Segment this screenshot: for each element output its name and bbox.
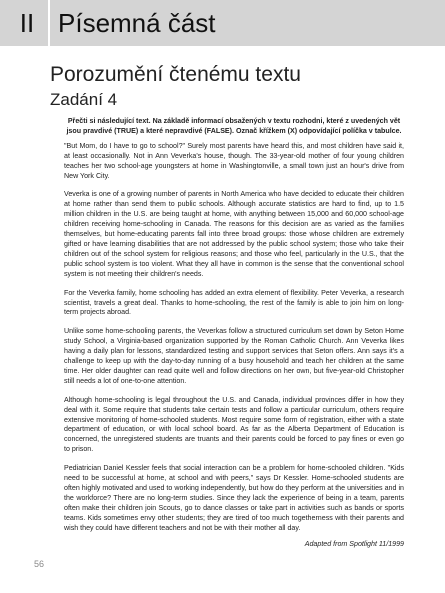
article-paragraph: "But Mom, do I have to go to school?" Surely most parents have heard this, and most children have said it, at least occasionally. Not in Ann Veverka's house, though. The 33-year-old mother of four young children teaches her two school-age youngsters at home in Washingtonville, a small town just an hour's drive from New York City. [64,141,404,180]
article-paragraph: Although home-schooling is legal throughout the U.S. and Canada, individual provinces differ in how they deal with it. Some require that students take certain tests and follow a particular curriculum, others require extensive monitoring of home-schooled students. Most require some form of registration, either with a state department of education, or with local school board. As far as the Alberta Department of Education is concerned, the unregistered students are truants and their parents could be forced to pay fines or even go to prison. [64,395,404,454]
article-paragraph: Unlike some home-schooling parents, the Veverkas follow a structured curriculum set down by Seton Home study School, a Virginia-based organization supported by the Roman Catholic Church. Ann Veverka likes having a daily plan for lessons, standardized testing and support services that Seton offers. Ann says it's a challenge to keep up with the day-to-day running of a busy household and teach her children at the same time. Her older daughter can read quite well and follow directions on her own, but five-year-old Christopher still needs a lot of one-to-one attention. [64,327,404,385]
task-instructions: Přečti si následující text. Na základě informací obsažených v textu rozhodni, které z uvedených vět jsou pravdivé (TRUE) a které nepravdivé (FALSE). Označ křížkem (X) odpovídající políčka v tabulce. [66,117,402,135]
source-citation: Adapted from Spotlight 11/1999 [304,539,404,548]
article-paragraph: For the Veverka family, home schooling has added an extra element of flexibility. Peter Veverka, a research scientist, travels a great deal. Thanks to home-schooling, the rest of the family is able to join him on long-term projects abroad. [64,288,404,317]
page-number: 56 [34,559,45,569]
article-content [64,117,404,549]
section-title: Písemná část [58,8,216,38]
article-paragraph: Veverka is one of a growing number of parents in North America who have decided to educate their children at home rather than send them to public schools. Although accurate statistics are hard to find, up to 1.5 million children in the U.S. are being taught at home, with anything between 15,000 and 60,000 school-age children receiving home-schooling in Canada. The reasons for this decision are as varied as the families themselves, but home-educating parents fall into three broad groups: those whose children are extremely gifted or have learning disabilities that are not addressed by the public school system; those who take their children out of the school system for religious reasons; and those who feel, particularly in the U.S., that the public school system is too violent. What they all have in common is the sense that the conventional school system is not meeting their children's needs. [64,190,404,278]
section-number: II [19,8,35,38]
header-divider [48,0,50,46]
page-heading: Porozumění čtenému textu [50,63,301,86]
article-paragraph: Pediatrician Daniel Kessler feels that social interaction can be a problem for home-schooled children. "Kids need to be successful at home, at school and with peers," says Dr Kessler. Home-schooled students are often highly motivated and used to working independently, but how do they perform at the universities and in the workforce? There are no long-term studies. Since they lack the experience of being in a team, parents often make their children join Scouts, go to dance classes or take part in activities such as bands or sports teams. Kids sometimes envy other students; they are tired of too much togetherness with their parents and wish they could have different teachers and not be with their mother all day. [64,464,404,532]
task-heading: Zadání 4 [50,90,118,109]
